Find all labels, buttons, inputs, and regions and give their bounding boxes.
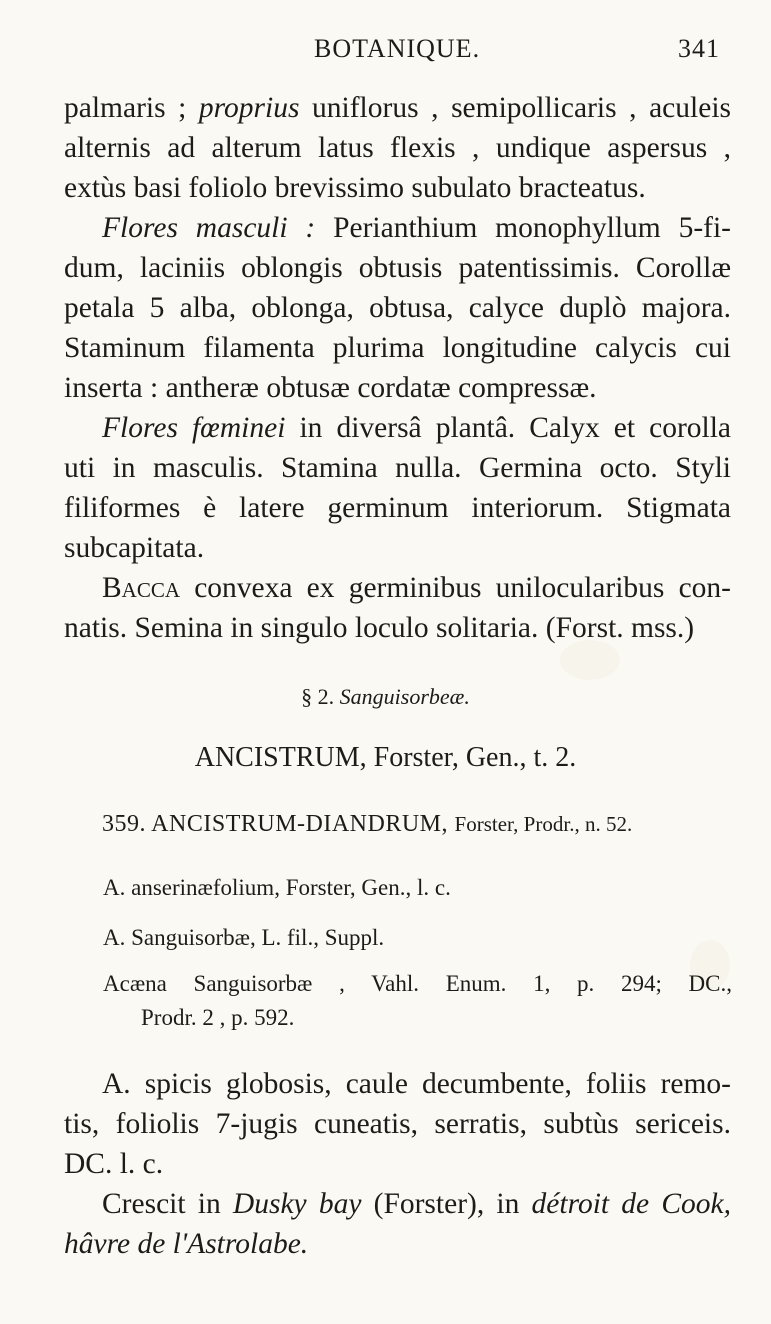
genus-heading: ANCISTRUM, Forster, Gen., t. 2. — [194, 742, 577, 773]
italic-run: détroit de Cook, — [531, 1188, 731, 1220]
italic-run: Flores fœminei — [102, 412, 286, 444]
text-run: uniflorus , semipollicaris , aculeis — [299, 92, 731, 124]
paragraph-3-line-1 — [102, 414, 731, 444]
paragraph-2-line-4: Staminum filamenta plurima longitudine calycis cui — [64, 332, 731, 364]
italic-run: Dusky bay — [232, 1188, 362, 1220]
synonym-3-line-2: Prodr. 2 , p. 592. — [141, 1005, 295, 1030]
habitat-line-1 — [102, 1190, 731, 1220]
paragraph-3-line-2: uti in masculis. Stamina nulla. Germina octo. Styli — [64, 452, 731, 484]
synonym-1: A. anserinæfolium, Forster, Gen., l. c. — [103, 875, 451, 900]
italic-run: Flores masculi : — [102, 212, 316, 244]
paper-stain — [560, 640, 620, 680]
paragraph-2-line-1 — [102, 214, 731, 244]
text-run: palmaris ; — [64, 92, 199, 124]
paragraph-4-line-1 — [102, 574, 731, 604]
small-caps-run: Bacca — [102, 572, 181, 604]
habitat-line-2 — [64, 1230, 308, 1260]
paragraph-1-line-1 — [64, 94, 731, 124]
section-heading — [0, 686, 771, 708]
species-heading — [102, 812, 632, 836]
italic-run: proprius — [198, 92, 300, 124]
running-header-title: BOTANIQUE. — [314, 34, 481, 63]
description-line-3: DC. l. c. — [64, 1148, 164, 1180]
paragraph-3-line-4: subcapitata. — [64, 532, 205, 564]
species-citation: Forster, Prodr., n. 52. — [454, 812, 633, 836]
section-number: § 2. — [301, 684, 340, 709]
synonym-3-line-1: Acæna Sanguisorbæ , Vahl. Enum. 1, p. 294; DC., — [103, 971, 732, 996]
description-line-2: tis, foliolis 7-jugis cuneatis, serratis, subtùs sericeis. — [64, 1108, 731, 1140]
description-line-1: A. spicis globosis, caule decumbente, foliis remo- — [102, 1068, 731, 1100]
italic-run: hâvre de l'Astrolabe. — [64, 1228, 309, 1260]
synonym-2: A. Sanguisorbæ, L. fil., Suppl. — [103, 925, 385, 950]
paragraph-2-line-3: petala 5 alba, oblonga, obtusa, calyce duplò majora. — [64, 292, 731, 324]
section-name: Sanguisorbeæ. — [339, 684, 470, 709]
paragraph-3-line-3: filiformes è latere germinum interiorum. Stigmata — [64, 492, 731, 524]
species-name: 359. ANCISTRUM-DIANDRUM, — [102, 811, 455, 837]
paragraph-1-line-3: extùs basi foliolo brevissimo subulato bracteatus. — [64, 172, 646, 204]
page-number: 341 — [678, 34, 720, 63]
text-run: in diversâ plantâ. Calyx et corolla — [285, 412, 731, 444]
text-run: Perianthium monophyllum 5-fi- — [315, 212, 731, 244]
text-run: convexa ex germinibus unilocularibus con- — [180, 572, 731, 604]
text-run: Crescit in — [102, 1188, 233, 1220]
paragraph-4-line-2: natis. Semina in singulo loculo solitaria. (Forst. mss.) — [64, 612, 695, 644]
paragraph-1-line-2: alternis ad alterum latus flexis , undique aspersus , — [64, 132, 731, 164]
text-run: (Forster), in — [361, 1188, 532, 1220]
paragraph-2-line-2: dum, laciniis oblongis obtusis patentissimis. Corollæ — [64, 252, 731, 284]
paragraph-2-line-5: inserta : antheræ obtusæ cordatæ compressæ. — [64, 372, 597, 404]
